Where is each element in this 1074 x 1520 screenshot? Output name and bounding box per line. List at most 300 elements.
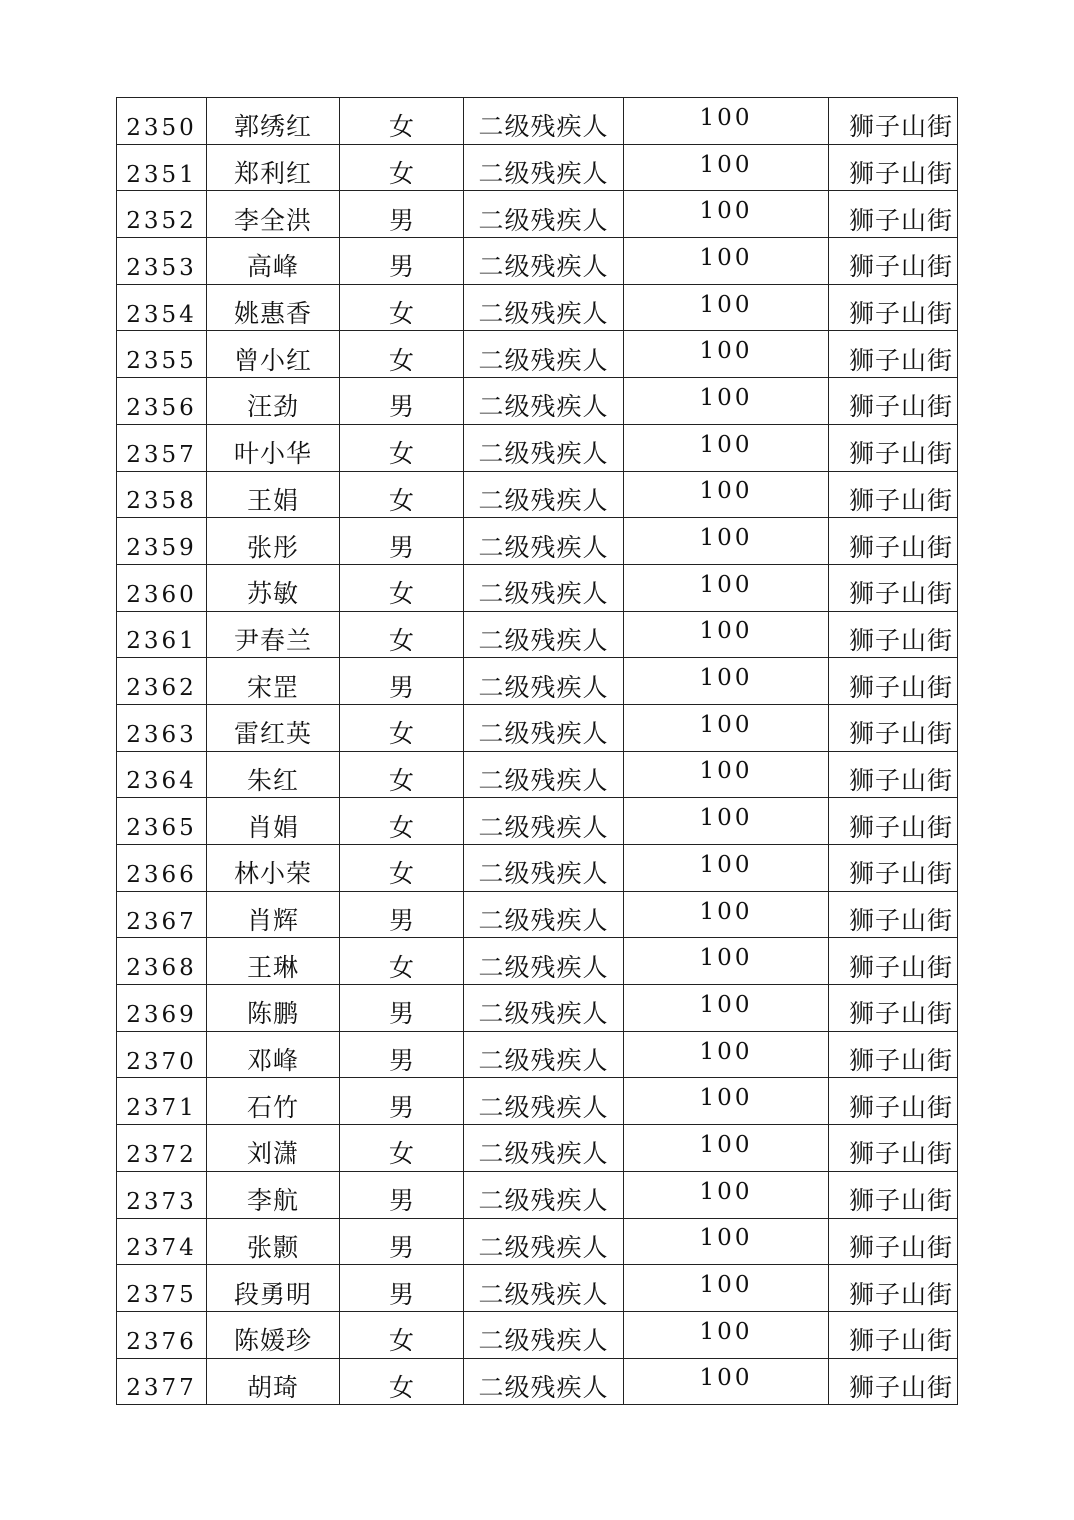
cell-gender-text: 男 bbox=[388, 532, 414, 562]
cell-name-text: 王娟 bbox=[246, 485, 299, 515]
cell-name bbox=[207, 1311, 340, 1358]
cell-amount bbox=[624, 238, 829, 285]
cell-amount bbox=[624, 471, 829, 518]
table-row bbox=[117, 191, 958, 238]
cell-number-text: 2362 bbox=[126, 675, 197, 702]
cell-disability-level bbox=[464, 144, 624, 191]
cell-amount bbox=[624, 985, 829, 1032]
cell-gender-text: 男 bbox=[388, 1186, 414, 1216]
table-row bbox=[117, 1078, 958, 1125]
cell-disability-level bbox=[464, 564, 624, 611]
cell-disability-level bbox=[464, 611, 624, 658]
cell-gender-text: 女 bbox=[388, 1372, 414, 1402]
cell-disability-level-text: 二级残疾人 bbox=[478, 765, 609, 795]
cell-number-text: 2356 bbox=[126, 394, 197, 421]
cell-number bbox=[117, 845, 207, 892]
cell-street-text: 狮子山街 bbox=[848, 112, 953, 142]
cell-name-text: 张彤 bbox=[246, 532, 299, 562]
cell-number-text: 2369 bbox=[126, 1001, 197, 1028]
cell-amount bbox=[624, 424, 829, 471]
cell-gender-text: 女 bbox=[388, 765, 414, 795]
cell-disability-level bbox=[464, 471, 624, 518]
cell-gender bbox=[340, 284, 464, 331]
cell-gender bbox=[340, 1311, 464, 1358]
cell-number bbox=[117, 985, 207, 1032]
cell-street bbox=[829, 331, 958, 378]
cell-street-text: 狮子山街 bbox=[848, 1232, 953, 1262]
cell-name-text: 王琳 bbox=[246, 952, 299, 982]
cell-number bbox=[117, 98, 207, 145]
table-body bbox=[117, 98, 958, 1405]
cell-gender-text: 男 bbox=[388, 672, 414, 702]
cell-disability-level-text: 二级残疾人 bbox=[478, 485, 609, 515]
cell-name bbox=[207, 471, 340, 518]
cell-name-text: 朱红 bbox=[246, 765, 299, 795]
cell-street-text: 狮子山街 bbox=[848, 159, 953, 189]
cell-disability-level bbox=[464, 985, 624, 1032]
cell-amount bbox=[624, 891, 829, 938]
cell-number-text: 2372 bbox=[126, 1141, 197, 1168]
table-row bbox=[117, 658, 958, 705]
table-row bbox=[117, 1218, 958, 1265]
cell-street-text: 狮子山街 bbox=[848, 1186, 953, 1216]
cell-gender-text: 男 bbox=[388, 1279, 414, 1309]
cell-name-text: 曾小红 bbox=[233, 345, 312, 375]
cell-disability-level bbox=[464, 1078, 624, 1125]
cell-name bbox=[207, 1125, 340, 1172]
cell-number-text: 2375 bbox=[126, 1282, 197, 1309]
table-row bbox=[117, 985, 958, 1032]
cell-disability-level bbox=[464, 751, 624, 798]
cell-number bbox=[117, 284, 207, 331]
cell-disability-level bbox=[464, 518, 624, 565]
cell-amount-text: 100 bbox=[699, 898, 753, 925]
cell-amount bbox=[624, 331, 829, 378]
cell-amount bbox=[624, 98, 829, 145]
cell-name-text: 陈媛珍 bbox=[233, 1326, 312, 1356]
cell-name bbox=[207, 751, 340, 798]
cell-street-text: 狮子山街 bbox=[848, 532, 953, 562]
table-row bbox=[117, 1125, 958, 1172]
cell-street-text: 狮子山街 bbox=[848, 1092, 953, 1122]
table-row bbox=[117, 938, 958, 985]
cell-amount-text: 100 bbox=[699, 525, 753, 552]
cell-number-text: 2376 bbox=[126, 1328, 197, 1355]
cell-name-text: 叶小华 bbox=[233, 439, 312, 469]
cell-disability-level bbox=[464, 1218, 624, 1265]
cell-number-text: 2377 bbox=[126, 1375, 197, 1402]
cell-name-text: 李全洪 bbox=[233, 205, 312, 235]
cell-disability-level bbox=[464, 891, 624, 938]
cell-street bbox=[829, 1078, 958, 1125]
cell-gender-text: 女 bbox=[388, 1139, 414, 1169]
cell-number bbox=[117, 938, 207, 985]
cell-name bbox=[207, 1171, 340, 1218]
cell-gender-text: 男 bbox=[388, 1092, 414, 1122]
cell-number-text: 2360 bbox=[126, 581, 197, 608]
cell-number bbox=[117, 1265, 207, 1312]
cell-amount-text: 100 bbox=[699, 805, 753, 832]
cell-disability-level bbox=[464, 845, 624, 892]
cell-name bbox=[207, 658, 340, 705]
cell-amount bbox=[624, 704, 829, 751]
cell-gender-text: 男 bbox=[388, 1232, 414, 1262]
cell-disability-level-text: 二级残疾人 bbox=[478, 1092, 609, 1122]
cell-amount bbox=[624, 1218, 829, 1265]
cell-street-text: 狮子山街 bbox=[848, 952, 953, 982]
cell-street-text: 狮子山街 bbox=[848, 906, 953, 936]
cell-number-text: 2367 bbox=[126, 908, 197, 935]
cell-street-text: 狮子山街 bbox=[848, 392, 953, 422]
cell-amount-text: 100 bbox=[699, 1038, 753, 1065]
table-row bbox=[117, 1031, 958, 1078]
cell-street-text: 狮子山街 bbox=[848, 1139, 953, 1169]
cell-gender bbox=[340, 1265, 464, 1312]
cell-street bbox=[829, 938, 958, 985]
cell-number-text: 2366 bbox=[126, 861, 197, 888]
cell-amount-text: 100 bbox=[699, 151, 753, 178]
cell-disability-level bbox=[464, 658, 624, 705]
cell-amount bbox=[624, 1125, 829, 1172]
cell-gender bbox=[340, 331, 464, 378]
cell-name bbox=[207, 1358, 340, 1405]
cell-name-text: 郑利红 bbox=[233, 159, 312, 189]
cell-number-text: 2365 bbox=[126, 815, 197, 842]
cell-amount-text: 100 bbox=[699, 758, 753, 785]
cell-disability-level-text: 二级残疾人 bbox=[478, 1279, 609, 1309]
cell-gender-text: 女 bbox=[388, 812, 414, 842]
cell-amount bbox=[624, 845, 829, 892]
cell-number-text: 2355 bbox=[126, 348, 197, 375]
cell-gender bbox=[340, 471, 464, 518]
cell-number-text: 2353 bbox=[126, 254, 197, 281]
cell-number bbox=[117, 798, 207, 845]
cell-gender bbox=[340, 658, 464, 705]
cell-name bbox=[207, 1031, 340, 1078]
cell-name-text: 张颢 bbox=[246, 1232, 299, 1262]
cell-disability-level bbox=[464, 1358, 624, 1405]
cell-disability-level bbox=[464, 1125, 624, 1172]
cell-disability-level-text: 二级残疾人 bbox=[478, 345, 609, 375]
cell-name-text: 李航 bbox=[246, 1186, 299, 1216]
cell-name bbox=[207, 564, 340, 611]
cell-name-text: 肖辉 bbox=[246, 906, 299, 936]
cell-disability-level bbox=[464, 798, 624, 845]
cell-street-text: 狮子山街 bbox=[848, 205, 953, 235]
cell-number bbox=[117, 751, 207, 798]
table-row bbox=[117, 564, 958, 611]
cell-amount bbox=[624, 798, 829, 845]
cell-street bbox=[829, 1125, 958, 1172]
cell-gender bbox=[340, 985, 464, 1032]
cell-gender bbox=[340, 518, 464, 565]
cell-name bbox=[207, 985, 340, 1032]
table-row bbox=[117, 704, 958, 751]
cell-gender-text: 女 bbox=[388, 345, 414, 375]
cell-disability-level-text: 二级残疾人 bbox=[478, 999, 609, 1029]
cell-name-text: 汪劲 bbox=[246, 392, 299, 422]
cell-number bbox=[117, 144, 207, 191]
cell-street bbox=[829, 891, 958, 938]
table-row bbox=[117, 331, 958, 378]
cell-gender bbox=[340, 1358, 464, 1405]
table-row bbox=[117, 751, 958, 798]
cell-gender-text: 女 bbox=[388, 112, 414, 142]
cell-name bbox=[207, 518, 340, 565]
table-row bbox=[117, 98, 958, 145]
cell-disability-level-text: 二级残疾人 bbox=[478, 1326, 609, 1356]
cell-name-text: 雷红英 bbox=[233, 719, 312, 749]
cell-disability-level-text: 二级残疾人 bbox=[478, 906, 609, 936]
cell-number bbox=[117, 1078, 207, 1125]
cell-name bbox=[207, 238, 340, 285]
table-row bbox=[117, 798, 958, 845]
cell-number-text: 2359 bbox=[126, 535, 197, 562]
cell-gender-text: 女 bbox=[388, 579, 414, 609]
table-row bbox=[117, 611, 958, 658]
cell-disability-level bbox=[464, 1171, 624, 1218]
table-row bbox=[117, 891, 958, 938]
cell-number-text: 2371 bbox=[126, 1095, 197, 1122]
cell-amount-text: 100 bbox=[699, 291, 753, 318]
cell-disability-level bbox=[464, 238, 624, 285]
cell-name bbox=[207, 611, 340, 658]
cell-disability-level-text: 二级残疾人 bbox=[478, 1139, 609, 1169]
cell-amount bbox=[624, 611, 829, 658]
table-row bbox=[117, 284, 958, 331]
cell-gender bbox=[340, 798, 464, 845]
cell-amount bbox=[624, 1311, 829, 1358]
table-row bbox=[117, 1171, 958, 1218]
cell-gender-text: 女 bbox=[388, 625, 414, 655]
cell-number bbox=[117, 1031, 207, 1078]
cell-number-text: 2373 bbox=[126, 1188, 197, 1215]
cell-gender-text: 女 bbox=[388, 952, 414, 982]
cell-name-text: 邓峰 bbox=[246, 1046, 299, 1076]
cell-street bbox=[829, 144, 958, 191]
cell-street bbox=[829, 845, 958, 892]
cell-name bbox=[207, 845, 340, 892]
cell-gender bbox=[340, 1031, 464, 1078]
cell-number bbox=[117, 518, 207, 565]
cell-name bbox=[207, 98, 340, 145]
cell-gender-text: 女 bbox=[388, 485, 414, 515]
cell-street bbox=[829, 1358, 958, 1405]
cell-name bbox=[207, 891, 340, 938]
cell-amount-text: 100 bbox=[699, 618, 753, 645]
cell-name-text: 苏敏 bbox=[246, 579, 299, 609]
cell-amount bbox=[624, 191, 829, 238]
table-row bbox=[117, 424, 958, 471]
cell-street-text: 狮子山街 bbox=[848, 485, 953, 515]
cell-disability-level-text: 二级残疾人 bbox=[478, 1186, 609, 1216]
cell-number bbox=[117, 1125, 207, 1172]
cell-number-text: 2363 bbox=[126, 721, 197, 748]
cell-disability-level-text: 二级残疾人 bbox=[478, 812, 609, 842]
cell-number bbox=[117, 611, 207, 658]
cell-number-text: 2357 bbox=[126, 441, 197, 468]
cell-amount bbox=[624, 564, 829, 611]
cell-name-text: 郭绣红 bbox=[233, 112, 312, 142]
cell-amount-text: 100 bbox=[699, 198, 753, 225]
cell-amount-text: 100 bbox=[699, 244, 753, 271]
cell-disability-level-text: 二级残疾人 bbox=[478, 1046, 609, 1076]
cell-name bbox=[207, 798, 340, 845]
cell-disability-level-text: 二级残疾人 bbox=[478, 532, 609, 562]
cell-number bbox=[117, 331, 207, 378]
cell-amount bbox=[624, 1265, 829, 1312]
cell-street-text: 狮子山街 bbox=[848, 999, 953, 1029]
cell-number bbox=[117, 658, 207, 705]
cell-gender bbox=[340, 144, 464, 191]
cell-amount-text: 100 bbox=[699, 384, 753, 411]
cell-street-text: 狮子山街 bbox=[848, 765, 953, 795]
cell-number bbox=[117, 891, 207, 938]
cell-street-text: 狮子山街 bbox=[848, 1372, 953, 1402]
cell-disability-level-text: 二级残疾人 bbox=[478, 1232, 609, 1262]
cell-name bbox=[207, 1265, 340, 1312]
cell-amount-text: 100 bbox=[699, 1225, 753, 1252]
cell-amount-text: 100 bbox=[699, 1365, 753, 1392]
cell-disability-level bbox=[464, 284, 624, 331]
cell-name bbox=[207, 378, 340, 425]
cell-number-text: 2352 bbox=[126, 208, 197, 235]
cell-name bbox=[207, 191, 340, 238]
cell-gender bbox=[340, 611, 464, 658]
cell-amount bbox=[624, 144, 829, 191]
cell-disability-level-text: 二级残疾人 bbox=[478, 672, 609, 702]
cell-number bbox=[117, 564, 207, 611]
cell-name-text: 姚惠香 bbox=[233, 299, 312, 329]
table-row bbox=[117, 238, 958, 285]
cell-disability-level bbox=[464, 938, 624, 985]
cell-street bbox=[829, 985, 958, 1032]
cell-street-text: 狮子山街 bbox=[848, 672, 953, 702]
cell-street-text: 狮子山街 bbox=[848, 345, 953, 375]
cell-name-text: 陈鹏 bbox=[246, 999, 299, 1029]
table-row bbox=[117, 471, 958, 518]
cell-number bbox=[117, 471, 207, 518]
cell-number bbox=[117, 424, 207, 471]
cell-amount-text: 100 bbox=[699, 945, 753, 972]
cell-number-text: 2358 bbox=[126, 488, 197, 515]
cell-amount-text: 100 bbox=[699, 1272, 753, 1299]
cell-name bbox=[207, 938, 340, 985]
cell-gender-text: 女 bbox=[388, 159, 414, 189]
cell-gender bbox=[340, 704, 464, 751]
cell-street bbox=[829, 1171, 958, 1218]
cell-number bbox=[117, 191, 207, 238]
cell-street bbox=[829, 424, 958, 471]
cell-street-text: 狮子山街 bbox=[848, 625, 953, 655]
cell-gender-text: 女 bbox=[388, 1326, 414, 1356]
cell-number bbox=[117, 238, 207, 285]
table-row bbox=[117, 1311, 958, 1358]
cell-amount-text: 100 bbox=[699, 1131, 753, 1158]
cell-amount bbox=[624, 284, 829, 331]
cell-street bbox=[829, 471, 958, 518]
cell-street bbox=[829, 191, 958, 238]
cell-disability-level-text: 二级残疾人 bbox=[478, 579, 609, 609]
cell-amount-text: 100 bbox=[699, 431, 753, 458]
cell-amount-text: 100 bbox=[699, 665, 753, 692]
cell-name bbox=[207, 704, 340, 751]
cell-street bbox=[829, 704, 958, 751]
cell-gender bbox=[340, 751, 464, 798]
cell-gender-text: 女 bbox=[388, 719, 414, 749]
cell-street-text: 狮子山街 bbox=[848, 1046, 953, 1076]
cell-gender-text: 男 bbox=[388, 1046, 414, 1076]
cell-name bbox=[207, 1078, 340, 1125]
table-row bbox=[117, 1358, 958, 1405]
cell-disability-level-text: 二级残疾人 bbox=[478, 159, 609, 189]
cell-gender bbox=[340, 424, 464, 471]
cell-disability-level-text: 二级残疾人 bbox=[478, 1372, 609, 1402]
cell-number bbox=[117, 1358, 207, 1405]
cell-street bbox=[829, 751, 958, 798]
cell-name-text: 肖娟 bbox=[246, 812, 299, 842]
cell-disability-level-text: 二级残疾人 bbox=[478, 205, 609, 235]
table-row bbox=[117, 518, 958, 565]
cell-street-text: 狮子山街 bbox=[848, 812, 953, 842]
cell-disability-level bbox=[464, 98, 624, 145]
cell-name bbox=[207, 1218, 340, 1265]
cell-disability-level bbox=[464, 1311, 624, 1358]
cell-amount-text: 100 bbox=[699, 478, 753, 505]
cell-disability-level-text: 二级残疾人 bbox=[478, 299, 609, 329]
cell-disability-level bbox=[464, 704, 624, 751]
table-row bbox=[117, 1265, 958, 1312]
cell-disability-level-text: 二级残疾人 bbox=[478, 952, 609, 982]
cell-amount-text: 100 bbox=[699, 338, 753, 365]
cell-number-text: 2351 bbox=[126, 161, 197, 188]
cell-amount bbox=[624, 751, 829, 798]
cell-amount-text: 100 bbox=[699, 991, 753, 1018]
cell-name-text: 刘潇 bbox=[246, 1139, 299, 1169]
cell-number-text: 2374 bbox=[126, 1235, 197, 1262]
cell-disability-level-text: 二级残疾人 bbox=[478, 719, 609, 749]
cell-number bbox=[117, 378, 207, 425]
cell-name-text: 林小荣 bbox=[233, 859, 312, 889]
cell-disability-level-text: 二级残疾人 bbox=[478, 252, 609, 282]
cell-amount bbox=[624, 518, 829, 565]
cell-street bbox=[829, 378, 958, 425]
cell-number bbox=[117, 1311, 207, 1358]
cell-amount-text: 100 bbox=[699, 571, 753, 598]
cell-name-text: 石竹 bbox=[246, 1092, 299, 1122]
cell-name-text: 尹春兰 bbox=[233, 625, 312, 655]
cell-amount bbox=[624, 378, 829, 425]
cell-number-text: 2364 bbox=[126, 768, 197, 795]
cell-street bbox=[829, 798, 958, 845]
cell-disability-level bbox=[464, 1031, 624, 1078]
cell-gender-text: 男 bbox=[388, 205, 414, 235]
cell-amount bbox=[624, 1031, 829, 1078]
cell-name-text: 高峰 bbox=[246, 252, 299, 282]
cell-disability-level bbox=[464, 191, 624, 238]
cell-number-text: 2368 bbox=[126, 955, 197, 982]
cell-street bbox=[829, 1218, 958, 1265]
cell-amount bbox=[624, 658, 829, 705]
cell-disability-level bbox=[464, 331, 624, 378]
cell-gender-text: 女 bbox=[388, 859, 414, 889]
cell-gender bbox=[340, 891, 464, 938]
cell-number-text: 2361 bbox=[126, 628, 197, 655]
table-row bbox=[117, 144, 958, 191]
cell-amount-text: 100 bbox=[699, 711, 753, 738]
cell-gender-text: 女 bbox=[388, 299, 414, 329]
cell-number-text: 2350 bbox=[126, 114, 197, 141]
